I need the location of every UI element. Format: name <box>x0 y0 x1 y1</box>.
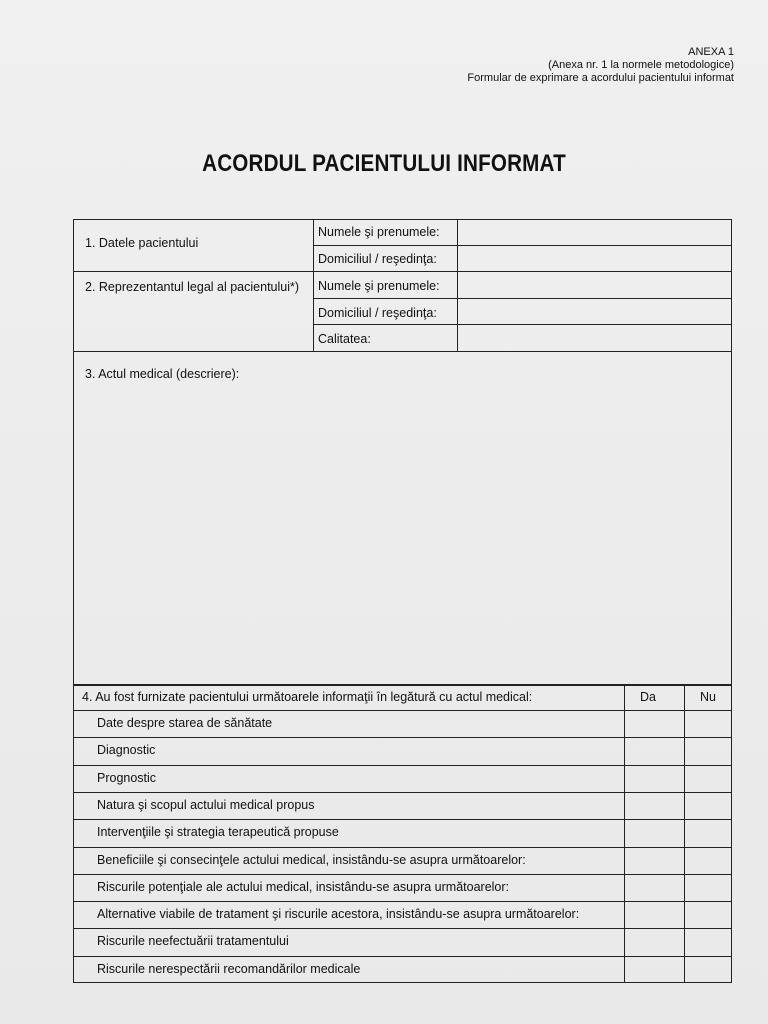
yes-checkbox-cell[interactable] <box>626 821 683 845</box>
checklist-item-label: Intervenţiile şi strategia terapeutică propuse <box>97 825 339 840</box>
representative-capacity-label: Calitatea: <box>318 332 371 346</box>
divider <box>313 324 732 325</box>
checklist-item-label: Natura şi scopul actului medical propus <box>97 797 315 812</box>
representative-address-label: Domiciliul / reşedinţa: <box>318 306 437 320</box>
divider <box>73 956 732 957</box>
divider <box>73 351 732 352</box>
no-checkbox-cell[interactable] <box>686 876 730 900</box>
representative-address-field[interactable] <box>459 300 730 323</box>
divider <box>73 874 732 875</box>
yes-checkbox-cell[interactable] <box>626 849 683 873</box>
patient-name-field[interactable] <box>459 221 730 244</box>
yes-checkbox-cell[interactable] <box>626 903 683 927</box>
divider <box>73 928 732 929</box>
divider <box>313 298 732 299</box>
annex-header <box>467 46 734 85</box>
no-column-header: Nu <box>700 690 716 704</box>
annex-reference: (Anexa nr. 1 la normele metodologice) <box>548 59 734 71</box>
representative-capacity-field[interactable] <box>459 326 730 350</box>
checklist-item-label: Prognostic <box>97 770 157 785</box>
no-checkbox-cell[interactable] <box>686 903 730 927</box>
no-checkbox-cell[interactable] <box>686 767 730 791</box>
patient-name-label: Numele şi prenumele: <box>318 225 440 239</box>
divider <box>624 685 625 983</box>
yes-checkbox-cell[interactable] <box>626 930 683 954</box>
checklist-item-label: Alternative viabile de tratament şi riscurile acestora, insistându-se asupra următoarelor: <box>97 907 580 922</box>
checklist-item-label: Beneficiile şi consecinţele actului medical, insistându-se asupra următoarelor: <box>97 852 526 867</box>
divider <box>73 901 732 902</box>
checklist-item-label: Riscurile potenţiale ale actului medical, insistându-se asupra următoarelor: <box>97 879 510 894</box>
patient-address-field[interactable] <box>459 247 730 270</box>
divider <box>73 271 732 272</box>
no-checkbox-cell[interactable] <box>686 712 730 736</box>
form-description: Formular de exprimare a acordului pacientului informat <box>467 72 734 84</box>
annex-number: ANEXA 1 <box>688 46 734 58</box>
divider <box>684 685 685 983</box>
document-title: ACORDUL PACIENTULUI INFORMAT <box>202 150 566 177</box>
checklist-item-label: Riscurile neefectuării tratamentului <box>97 934 289 949</box>
yes-checkbox-cell[interactable] <box>626 712 683 736</box>
no-checkbox-cell[interactable] <box>686 739 730 763</box>
checklist-item-label: Diagnostic <box>97 743 156 758</box>
divider <box>457 219 458 351</box>
checklist-item-label: Date despre starea de sănătate <box>97 716 273 730</box>
medical-act-label: 3. Actul medical (descriere): <box>85 367 240 381</box>
yes-checkbox-cell[interactable] <box>626 958 683 982</box>
no-checkbox-cell[interactable] <box>686 958 730 982</box>
medical-act-description-field[interactable] <box>75 385 730 683</box>
divider <box>313 245 732 246</box>
no-checkbox-cell[interactable] <box>686 849 730 873</box>
yes-checkbox-cell[interactable] <box>626 739 683 763</box>
divider <box>313 219 314 351</box>
representative-name-label: Numele şi prenumele: <box>318 279 440 293</box>
divider <box>73 710 732 711</box>
divider <box>73 765 732 766</box>
yes-column-header: Da <box>640 690 656 704</box>
yes-checkbox-cell[interactable] <box>626 876 683 900</box>
divider <box>73 819 732 820</box>
patient-address-label: Domiciliul / reşedinţa: <box>318 252 437 266</box>
divider <box>73 847 732 848</box>
divider <box>73 737 732 738</box>
no-checkbox-cell[interactable] <box>686 930 730 954</box>
representative-name-field[interactable] <box>459 273 730 297</box>
yes-checkbox-cell[interactable] <box>626 794 683 818</box>
checklist-item-label: Riscurile nerespectării recomandărilor medicale <box>97 961 361 976</box>
legal-representative-label: 2. Reprezentantul legal al pacientului*) <box>85 280 300 294</box>
yes-checkbox-cell[interactable] <box>626 767 683 791</box>
patient-data-label: 1. Datele pacientului <box>85 236 199 250</box>
no-checkbox-cell[interactable] <box>686 821 730 845</box>
checklist-header: 4. Au fost furnizate pacientului următoarele informaţii în legătură cu actul medical: <box>82 690 533 704</box>
no-checkbox-cell[interactable] <box>686 794 730 818</box>
divider <box>73 792 732 793</box>
